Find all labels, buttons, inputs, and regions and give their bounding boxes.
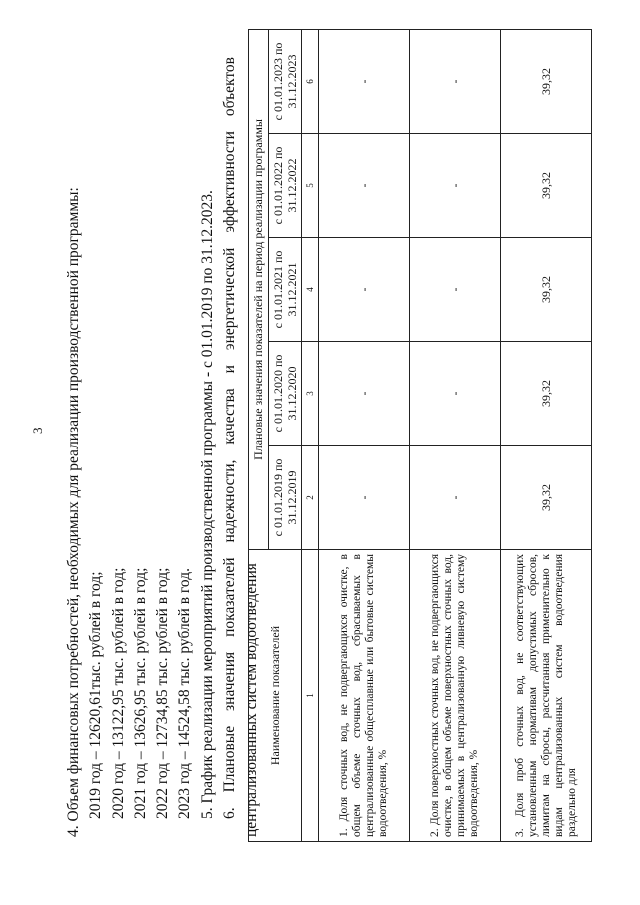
year-line: 2022 год – 12734,85 тыс. рублей в год; [154,567,172,819]
section-6-line2: централизованных систем водоотведения [243,563,261,837]
indicator-value: - [319,29,410,133]
period-header: с 01.01.2019 по 31.12.2019 [269,446,302,550]
table-row [319,29,410,841]
column-number-row [302,29,319,841]
text-block [63,57,264,837]
column-number: 2 [302,446,319,550]
section-4-heading: 4. Объем финансовых потребностей, необходимых для реализации производственной программы: [65,187,82,837]
table-header-row [249,29,269,841]
section-6-word: показателей [221,557,239,637]
indicator-name: 2. Доля поверхностных сточных вод, не подвергающихся очистке, в общем объеме поверхностных сточных вод, принимаемых в централизованную ливневую систему водоотведения, % [410,550,501,842]
column-number: 4 [302,238,319,342]
indicator-value: - [410,446,501,550]
section-6-word: значения [221,651,239,711]
table-row [501,29,592,841]
indicator-value: 39,32 [501,29,592,133]
section-6-word: объектов [221,57,239,117]
section-6-word: Плановые [221,725,239,793]
table-row [410,29,501,841]
section-5-text: 5. График реализации мероприятий производственной программы - с 01.01.2019 по 31.12.2023. [198,190,216,819]
indicator-value: - [410,29,501,133]
section-6-word: энергетической [221,247,239,351]
section-6-word: 6. [221,807,239,819]
section-6-word: и [221,365,239,374]
indicator-value: - [319,238,410,342]
column-number: 1 [302,550,319,842]
plan-values-header: Плановые значения показателей на период реализации программы [249,29,269,549]
indicator-value: - [410,134,501,238]
indicator-value: 39,32 [501,342,592,446]
indicator-value: 39,32 [501,238,592,342]
year-line: 2019 год – 12620,61тыс. рублей в год; [87,571,105,819]
indicator-value: - [319,446,410,550]
section-6-word: качества [221,388,239,445]
year-line: 2020 год – 13122,95 тыс. рублей в год; [109,567,127,819]
column-number: 3 [302,342,319,446]
section-6-word: эффективности [221,131,239,233]
year-line: 2023 год – 14524,58 тыс. рублей в год. [176,568,194,819]
indicator-value: 39,32 [501,134,592,238]
year-line: 2021 год – 13626,95 тыс. рублей в год; [131,567,149,819]
indicator-name: 3. Доля проб сточных вод, не соответствующих установленным нормативам допустимых сбросов, лимитам на сбросы, рассчитанная применительно к видам централизованных систем водоотведения раздельно для [501,550,592,842]
indicator-value: 39,32 [501,446,592,550]
indicators-table [248,29,592,842]
page-number: 3 [30,427,45,434]
name-column-header: Наименование показателей [249,550,302,842]
period-header: с 01.01.2021 по 31.12.2021 [269,238,302,342]
period-header: с 01.01.2023 по 31.12.2023 [269,29,302,133]
indicator-value: - [410,342,501,446]
indicator-value: - [410,238,501,342]
column-number: 6 [302,29,319,133]
indicator-value: - [319,342,410,446]
indicator-name: 1. Доля сточных вод, не подвергающихся очистке, в общем объеме сточных вод, сбрасываемых в централизованные общесплавные или бытовые системы водоотведения, % [319,550,410,842]
section-6-line1 [219,57,241,837]
period-header: с 01.01.2022 по 31.12.2022 [269,134,302,238]
period-header: с 01.01.2020 по 31.12.2020 [269,342,302,446]
indicator-value: - [319,134,410,238]
section-6-word: надежности, [221,459,239,543]
column-number: 5 [302,134,319,238]
